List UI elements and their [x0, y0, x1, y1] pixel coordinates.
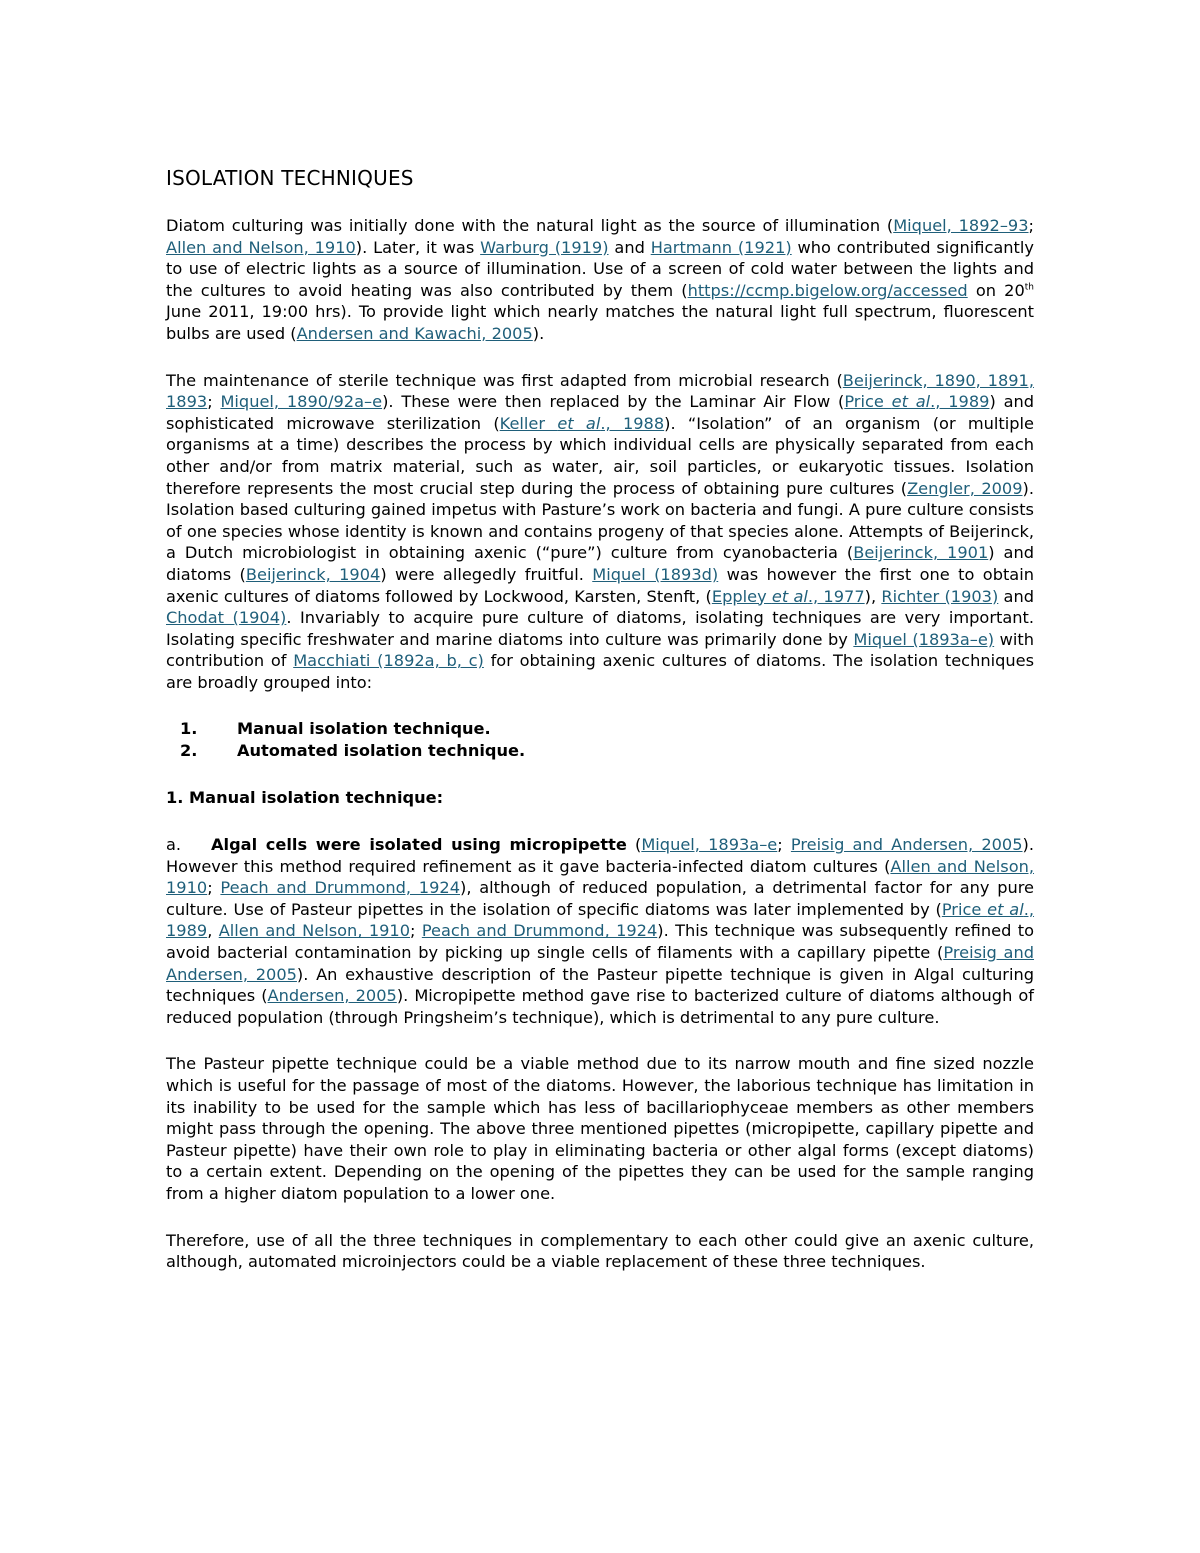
page-title: ISOLATION TECHNIQUES — [166, 166, 414, 190]
technique-list — [166, 718, 1034, 762]
citation-link[interactable]: Richter (1903) — [881, 586, 999, 606]
citation-link[interactable]: Eppley et al., 1977 — [711, 586, 865, 606]
citation-link[interactable]: Preisig and Andersen, 2005 — [166, 943, 1035, 984]
citation-link[interactable]: Miquel, 1892–93 — [893, 216, 1029, 235]
citation-link[interactable]: Warburg (1919) — [480, 237, 609, 257]
section-heading: 1. Manual isolation technique: — [166, 788, 444, 808]
citation-link[interactable]: Beijerinck, 1901 — [853, 543, 989, 563]
citation-link[interactable]: Allen and Nelson, 1910 — [166, 856, 1035, 898]
citation-link[interactable]: Hartmann (1921) — [650, 237, 792, 257]
paragraph-micropipette: a. Algal cells were isolated using micropipette (Miquel, 1893a–e; Preisig and Andersen, 2005). However this method required refinement as it gave bacteria-infected diatom cultures (Allen and Nelson, 1910; Peach and Drummond, 1924), although of reduced population, a detrimental factor for any pure culture. Use of Pasteur pipettes in the isolation of specific diatoms was later implemented by (Price et al., 1989, Allen and Nelson, 1910; Peach and Drummond, 1924). This technique was subsequently refined to avoid bacterial contamination by picking up single cells of filaments with a capillary pipette (Preisig and Andersen, 2005). An exhaustive description of the Pasteur pipette technique is given in Algal culturing techniques (Andersen, 2005). Micropipette method gave rise to bacterized culture of diatoms although of reduced population (through Pringsheim’s technique), which is detrimental to any pure culture. — [166, 835, 1035, 1027]
citation-link[interactable]: Beijerinck, 1890, 1891, 1893 — [166, 370, 1035, 412]
citation-link[interactable]: Chodat (1904) — [166, 608, 287, 628]
citation-link[interactable]: Miquel, 1893a–e — [641, 835, 778, 855]
url-link[interactable]: https://ccmp.bigelow.org/accessed — [687, 280, 968, 300]
citation-link[interactable]: Miquel (1893a–e) — [853, 629, 995, 649]
citation-link[interactable]: Preisig and Andersen, 2005 — [790, 835, 1023, 855]
paragraph-sterile-technique: The maintenance of sterile technique was first adapted from microbial research (Beijerinck, 1890, 1891, 1893; Miquel, 1890/92a–e). These were then replaced by the Laminar Air Flow (Price et al., 1989) and sophisticated microwave sterilization (Keller et al., 1988). “Isolation” of an organism (or multiple organisms at a time) describes the process by which individual cells are physically separated from each other and/or from matrix material, such as water, air, soil particles, or eukaryotic tissues. Isolation therefore represents the most crucial step during the process of obtaining pure cultures (Zengler, 2009). Isolation based culturing gained impetus with Pasture’s work on bacteria and fungi. A pure culture consists of one species whose identity is known and contains progeny of that species alone. Attempts of Beijerinck, a Dutch microbiologist in obtaining axenic (“pure”) culture from cyanobacteria (Beijerinck, 1901) and diatoms (Beijerinck, 1904) were allegedly fruitful. Miquel (1893d) was however the first one to obtain axenic cultures of diatoms followed by Lockwood, Karsten, Stenft, (Eppley et al., 1977), Richter (1903) and Chodat (1904). Invariably to acquire pure culture of diatoms, isolating techniques are very important. Isolating specific freshwater and marine diatoms into culture was primarily done by Miquel (1893a–e) with contribution of Macchiati (1892a, b, c) for obtaining axenic cultures of diatoms. The isolation techniques are broadly grouped into: — [166, 370, 1035, 692]
document-page — [166, 166, 1034, 1273]
list-item: 1. Manual isolation technique. — [203, 718, 1034, 740]
citation-link[interactable]: Allen and Nelson, 1910 — [166, 237, 356, 257]
citation-link[interactable]: Peach and Drummond, 1924 — [421, 921, 658, 941]
paragraph-conclusion: Therefore, use of all the three techniques in complementary to each other could give an axenic culture, although, automated microinjectors could be a viable replacement of these three techniques. — [166, 1230, 1034, 1272]
citation-link[interactable]: Macchiati (1892a, b, c) — [293, 651, 484, 671]
paragraph-pasteur-pipette: The Pasteur pipette technique could be a viable method due to its narrow mouth and fine sized nozzle which is useful for the passage of most of the diatoms. However, the laborious technique has limitation in its inability to be used for the sample which has less of bacillariophyceae members as other members might pass through the opening. The above three mentioned pipettes (micropipette, capillary pipette and Pasteur pipette) have their own role to play in eliminating bacteria or other algal forms (except diatoms) to a certain extent. Depending on the opening of the pipettes they can be used for the sample ranging from a higher diatom population to a lower one. — [166, 1054, 1034, 1203]
citation-link[interactable]: Andersen and Kawachi, 2005 — [296, 323, 533, 343]
citation-link[interactable]: Miquel, 1890/92a–e — [220, 392, 383, 412]
citation-link[interactable]: Price et al., 1989 — [166, 899, 1035, 941]
citation-link[interactable]: Zengler, 2009 — [907, 478, 1023, 498]
paragraph-illumination: Diatom culturing was initially done with the natural light as the source of illumination (Miquel, 1892–93; Allen and Nelson, 1910). Later, it was Warburg (1919) and Hartmann (1921) who contributed significantly to use of electric lights as a source of illumination. Use of a screen of cold water between the lights and the cultures to avoid heating was also contributed by them (https://ccmp.bigelow.org/accessed on 20th June 2011, 19:00 hrs). To provide light which nearly matches the natural light full spectrum, fluorescent bulbs are used (Andersen and Kawachi, 2005). — [166, 216, 1034, 343]
citation-link[interactable]: Miquel (1893d) — [592, 564, 719, 584]
citation-link[interactable]: Keller et al., 1988 — [499, 413, 665, 433]
citation-link[interactable]: Price et al., 1989 — [844, 392, 990, 412]
citation-link[interactable]: Peach and Drummond, 1924 — [220, 878, 460, 898]
citation-link[interactable]: Allen and Nelson, 1910 — [218, 921, 411, 941]
citation-link[interactable]: Andersen, 2005 — [267, 986, 397, 1006]
list-item: 2. Automated isolation technique. — [203, 740, 1034, 762]
citation-link[interactable]: Beijerinck, 1904 — [245, 564, 381, 584]
